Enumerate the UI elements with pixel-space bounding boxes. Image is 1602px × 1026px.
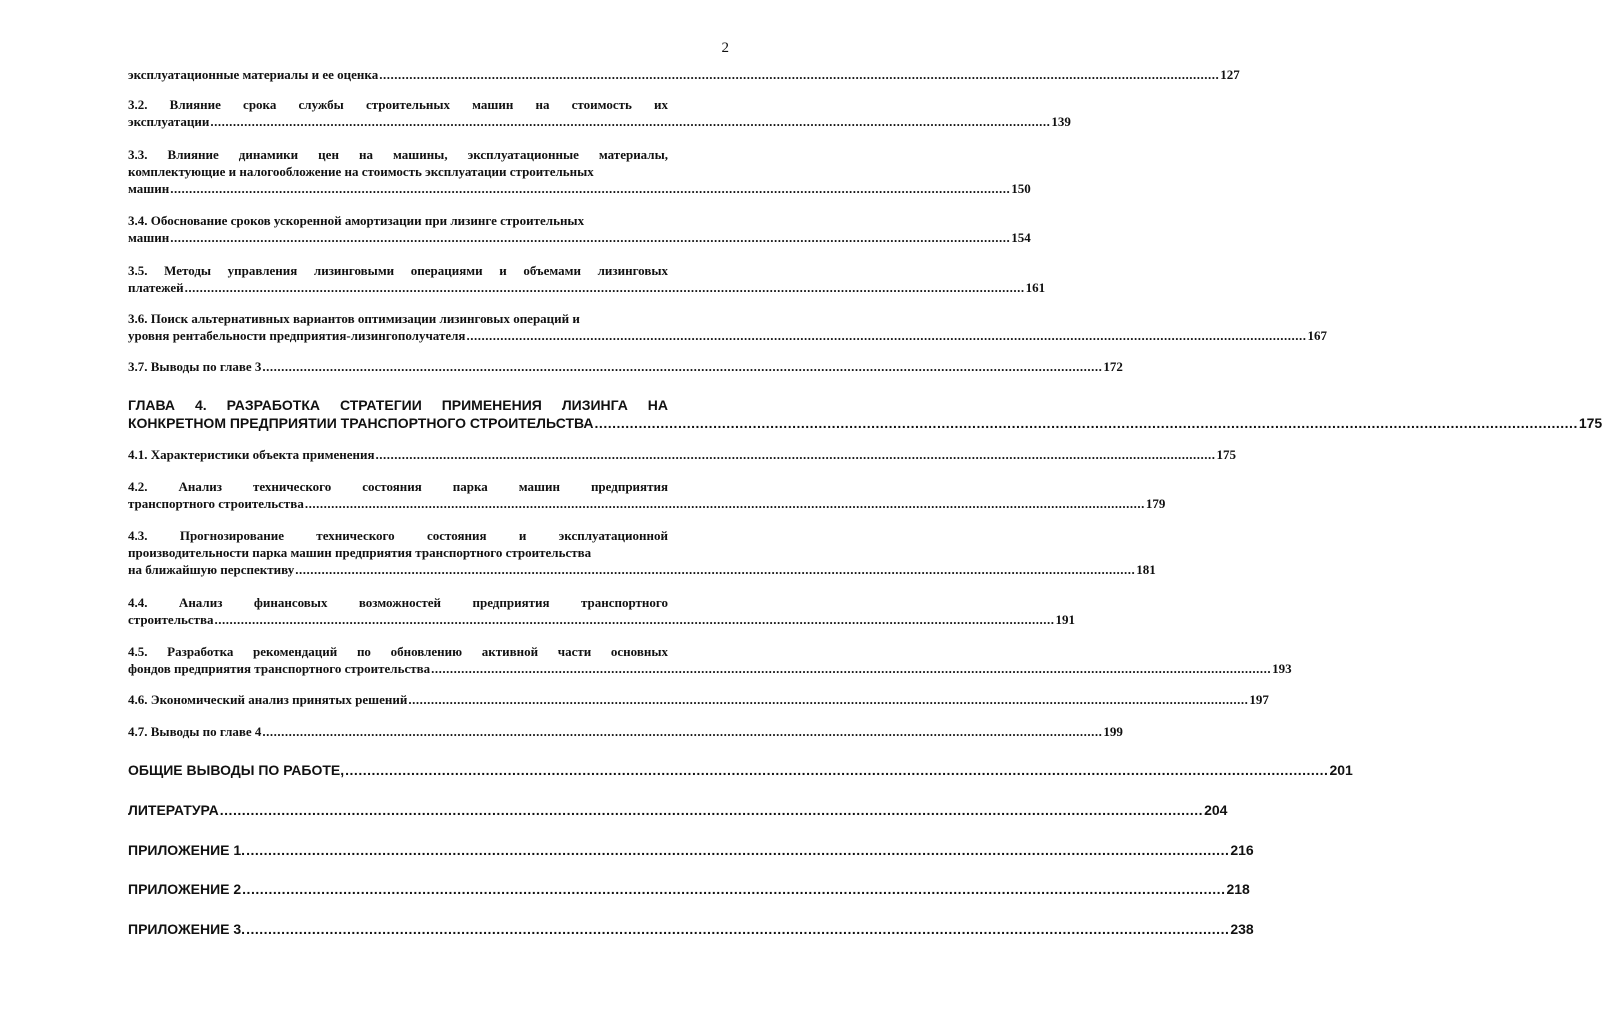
dot-leader [379, 66, 1219, 83]
toc-page-number: 175 [1216, 447, 1237, 462]
toc-entry-text: на ближайшую перспективу [128, 562, 295, 577]
page-number: 2 [721, 40, 729, 56]
toc-entry [128, 310, 1327, 344]
toc-entry-text: производительности парка машин предприятия транспортного строительства [128, 545, 592, 560]
toc-entry [128, 446, 1237, 463]
toc-entry-text: 4.2. Анализ технического состояния парка машин предприятия [128, 479, 668, 494]
toc-entry-text: фондов предприятия транспортного строительства [128, 661, 431, 676]
toc-chapter-entry [128, 761, 1353, 779]
toc-page-number: 191 [1055, 612, 1076, 627]
toc-page-number: 238 [1230, 921, 1254, 937]
dot-leader [246, 841, 1229, 859]
toc-entry [128, 358, 1123, 375]
toc-page-number: 204 [1204, 802, 1228, 818]
toc-entry-text: платежей [128, 280, 184, 295]
toc-entry-text: эксплуатации [128, 114, 210, 129]
dot-leader [210, 113, 1050, 130]
toc-page-number: 150 [1011, 181, 1031, 196]
toc-entry-text: ПРИЛОЖЕНИЕ 1. [128, 842, 246, 858]
toc-entry [128, 594, 1076, 628]
toc-entry [128, 146, 1031, 197]
dot-leader [376, 446, 1216, 463]
toc-chapter-entry [128, 801, 1228, 819]
dot-leader [242, 880, 1225, 898]
toc-chapter-entry [128, 841, 1254, 859]
toc-page-number: 175 [1578, 415, 1602, 431]
toc-chapter-entry [128, 920, 1254, 938]
dot-leader [305, 495, 1145, 512]
dot-leader [345, 761, 1328, 779]
dot-leader [246, 920, 1229, 938]
toc-entry-text: 3.6. Поиск альтернативных вариантов оптимизации лизинговых операций и [128, 311, 580, 326]
toc-entry-text: 3.3. Влияние динамики цен на машины, эксплуатационные материалы, [128, 147, 668, 162]
dot-leader [262, 723, 1102, 740]
toc-entry-text: ОБЩИЕ ВЫВОДЫ ПО РАБОТЕ, [128, 762, 345, 778]
toc-entry [128, 96, 1071, 130]
dot-leader [295, 561, 1135, 578]
toc-entry [128, 527, 1156, 578]
toc-entry-text: КОНКРЕТНОМ ПРЕДПРИЯТИИ ТРАНСПОРТНОГО СТРОИТЕЛЬСТВА [128, 415, 594, 431]
dot-leader [215, 611, 1055, 628]
toc-page-number: 197 [1249, 692, 1269, 707]
dot-leader [595, 414, 1578, 432]
toc-page-number: 139 [1051, 114, 1071, 129]
toc-page-number: 216 [1230, 842, 1254, 858]
toc-chapter-entry [128, 880, 1250, 898]
dot-leader [262, 358, 1102, 375]
toc-chapter-entry [128, 396, 1602, 432]
toc-page-number: 172 [1103, 359, 1123, 374]
toc-entry-text: 4.1. Характеристики объекта применения [128, 447, 375, 462]
dot-leader [185, 279, 1025, 296]
toc-page-number: 127 [1220, 67, 1240, 82]
toc-page-number: 218 [1226, 881, 1250, 897]
toc-entry-text: 4.5. Разработка рекомендаций по обновлению активной части основных [128, 644, 668, 659]
toc-entry-text: 3.5. Методы управления лизинговыми операциями и объемами лизинговых [128, 263, 668, 278]
toc-page-number: 154 [1011, 230, 1031, 245]
toc-entry [128, 66, 1240, 83]
toc-entry [128, 691, 1269, 708]
toc-page-number: 193 [1272, 661, 1292, 676]
toc-page-number: 161 [1025, 280, 1046, 295]
toc-entry-text: машин [128, 230, 170, 245]
toc-entry-text: 4.7. Выводы по главе 4 [128, 724, 262, 739]
toc-entry-text: ПРИЛОЖЕНИЕ 3. [128, 921, 246, 937]
dot-leader [170, 229, 1010, 246]
toc-entry-text: строительства [128, 612, 214, 627]
toc-entry [128, 723, 1123, 740]
toc-entry-text: 4.6. Экономический анализ принятых решений [128, 692, 408, 707]
toc-entry-text: 3.7. Выводы по главе 3 [128, 359, 262, 374]
toc-page-number: 167 [1307, 328, 1327, 343]
toc-entry-text: ЛИТЕРАТУРА [128, 802, 219, 818]
dot-leader [220, 801, 1203, 819]
toc-entry-text: машин [128, 181, 170, 196]
dot-leader [431, 660, 1271, 677]
toc-entry-text: 4.3. Прогнозирование технического состояния и эксплуатационной [128, 528, 668, 543]
dot-leader [170, 180, 1010, 197]
toc-entry-text: ПРИЛОЖЕНИЕ 2 [128, 881, 242, 897]
toc-entry [128, 643, 1292, 677]
toc-entry-text: ГЛАВА 4. РАЗРАБОТКА СТРАТЕГИИ ПРИМЕНЕНИЯ ЛИЗИНГА НА [128, 397, 668, 413]
dot-leader [408, 691, 1248, 708]
toc-page-number: 179 [1145, 496, 1166, 511]
toc-page-number: 199 [1103, 724, 1123, 739]
toc-entry-text: 3.2. Влияние срока службы строительных машин на стоимость их [128, 97, 668, 112]
toc-entry [128, 262, 1046, 296]
toc-entry-text: транспортного строительства [128, 496, 304, 511]
toc-entry-text: 4.4. Анализ финансовых возможностей предприятия транспортного [128, 595, 668, 610]
toc-entry [128, 478, 1166, 512]
toc-page-number: 201 [1329, 762, 1353, 778]
toc-entry-text: эксплуатационные материалы и ее оценка [128, 67, 379, 82]
toc-entry-text: 3.4. Обоснование сроков ускоренной амортизации при лизинге строительных [128, 213, 585, 228]
toc-entry-text: комплектующие и налогообложение на стоимость эксплуатации строительных [128, 164, 594, 179]
toc-entry-text: уровня рентабельности предприятия-лизингополучателя [128, 328, 466, 343]
toc-page-number: 181 [1136, 562, 1156, 577]
toc-entry [128, 212, 1031, 246]
dot-leader [466, 327, 1306, 344]
